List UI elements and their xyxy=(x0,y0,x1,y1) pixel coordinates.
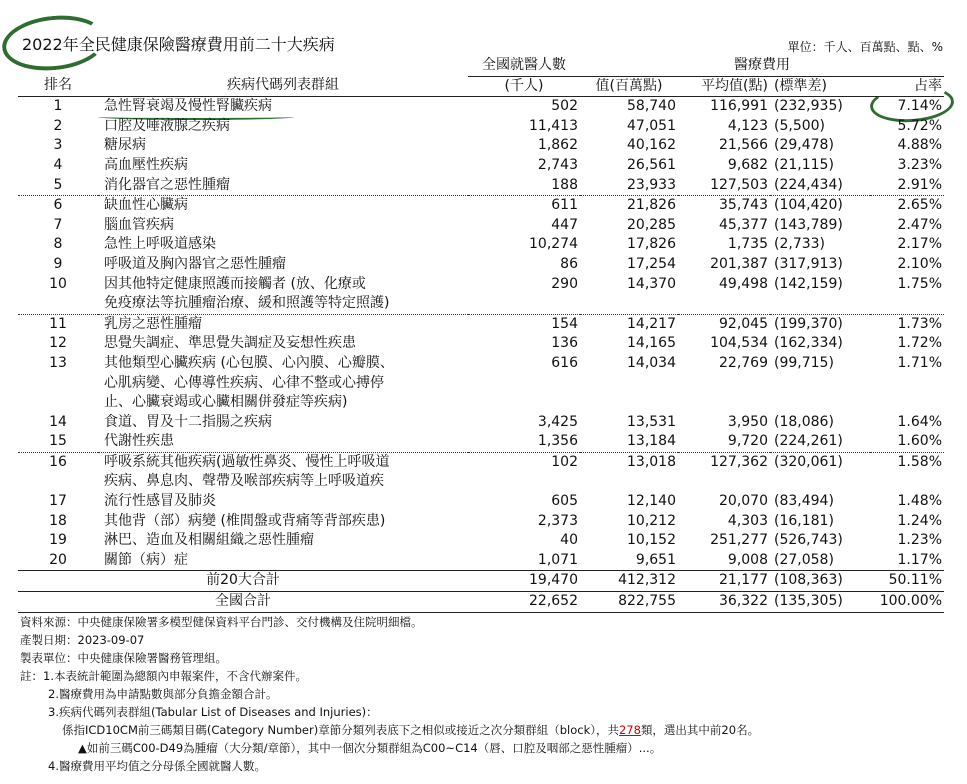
note-3a xyxy=(20,721,759,739)
avg-cell: 127,362 xyxy=(710,453,768,470)
national-total-row-patients: 22,652 xyxy=(468,592,580,613)
sd-cell: (5,500) xyxy=(774,117,826,134)
page-title: 2022年全民健康保險醫療費用前二十大疾病 xyxy=(22,35,335,54)
empty-cell xyxy=(870,472,944,492)
patients-cell: 616 xyxy=(551,354,578,371)
note-3: 3.疾病代碼列表群組(Tabular List of Diseases and Injuries)： xyxy=(48,705,378,719)
disease-cell-continued: 免疫療法等抗腫瘤治療、緩和照護等特定照護) xyxy=(98,294,468,314)
note-date: 產製日期：2023-09-07 xyxy=(20,633,145,647)
avg-cell: 9,682 xyxy=(727,156,768,173)
unit-label: 單位：千人、百萬點、點、% xyxy=(787,40,943,54)
sd-cell: (18,086) xyxy=(774,413,834,430)
sd-cell: (16,181) xyxy=(774,512,834,529)
sd-cell: (83,494) xyxy=(774,493,834,510)
top20-total-row-avg: 21,177 xyxy=(678,571,770,592)
disease-cell: 呼吸系統其他疾病(過敏性鼻炎、慢性上呼吸道 xyxy=(104,453,390,470)
table-row xyxy=(18,176,944,196)
top20-total-row-value: 412,312 xyxy=(580,571,678,592)
value-cell: 10,212 xyxy=(627,512,676,529)
patients-cell: 154 xyxy=(551,315,578,332)
national-total-row-sd: (135,305) xyxy=(770,592,870,613)
disease-cell: 流行性感冒及肺炎 xyxy=(104,493,216,510)
table-row xyxy=(18,531,944,551)
table-row xyxy=(18,551,944,571)
sd-cell: (142,159) xyxy=(774,275,843,292)
note-3b: ▲如前三碼C00-D49為腫瘤（大分類/章節），其中一個次分類群組為C00~C14（唇、口腔及咽部之惡性腫瘤）...。 xyxy=(78,741,662,755)
header-disease: 疾病代碼列表群組 xyxy=(98,76,468,97)
table-row xyxy=(18,196,944,216)
value-cell: 10,152 xyxy=(627,532,676,549)
avg-cell: 116,991 xyxy=(710,98,768,115)
avg-cell: 4,123 xyxy=(727,117,768,134)
note-source: 資料來源：中央健康保險署多模型健保資料平台門診、交付機構及住院明細檔。 xyxy=(20,615,423,629)
table-row xyxy=(18,512,944,532)
disease-cell: 腦血管疾病 xyxy=(104,216,174,233)
empty-cell xyxy=(468,374,580,394)
share-cell: 2.91% xyxy=(870,176,944,196)
value-cell: 14,217 xyxy=(627,315,676,332)
value-cell: 9,651 xyxy=(635,551,676,568)
disease-cell-continued: 疾病、鼻息肉、聲帶及喉部疾病等上呼吸道疾 xyxy=(104,473,384,490)
disease-cell: 急性上呼吸道感染 xyxy=(104,236,216,253)
empty-cell xyxy=(678,472,770,492)
value-cell: 47,051 xyxy=(627,117,676,134)
disease-cell: 急性腎衰竭及慢性腎臟疾病 xyxy=(104,98,272,115)
top20-total-row-share: 50.11% xyxy=(870,571,944,592)
avg-cell: 21,566 xyxy=(719,137,768,154)
avg-cell: 49,498 xyxy=(719,275,768,292)
rank-cell: 16 xyxy=(49,453,67,470)
top20-total-row-sd: (108,363) xyxy=(770,571,870,592)
avg-cell: 9,720 xyxy=(678,432,770,452)
share-cell: 5.72% xyxy=(897,117,942,134)
rank-cell: 13 xyxy=(49,354,67,371)
rank-cell: 1 xyxy=(53,98,63,115)
rank-cell: 2 xyxy=(53,117,63,134)
empty-cell xyxy=(468,393,580,413)
note-3a-post: 類，選出其中前20名。 xyxy=(640,723,760,737)
sd-cell: (320,061) xyxy=(774,453,843,470)
rank-cell: 17 xyxy=(49,493,67,510)
table-row xyxy=(18,136,944,156)
rank-cell: 3 xyxy=(53,137,63,154)
header-cost: 醫療費用 xyxy=(580,56,944,76)
share-cell: 2.10% xyxy=(897,255,942,272)
table-row xyxy=(18,255,944,275)
rank-cell: 14 xyxy=(49,413,67,430)
share-cell: 1.60% xyxy=(870,432,944,452)
sd-cell: (143,789) xyxy=(774,216,843,233)
header-rank: 排名 xyxy=(18,76,98,97)
empty-cell xyxy=(870,393,944,413)
table-row xyxy=(18,294,944,314)
patients-cell: 136 xyxy=(551,335,578,352)
patients-cell: 11,413 xyxy=(529,117,578,134)
share-cell: 1.17% xyxy=(897,551,942,568)
patients-cell: 188 xyxy=(468,176,580,196)
header-spacer xyxy=(18,56,98,76)
national-total-row-value: 822,755 xyxy=(580,592,678,613)
disease-cell: 高血壓性疾病 xyxy=(104,156,188,173)
rank-cell: 20 xyxy=(49,551,67,568)
note-2: 2.醫療費用為申請點數與部分負擔金額合計。 xyxy=(48,687,278,701)
patients-cell: 2,373 xyxy=(537,512,578,529)
patients-cell: 502 xyxy=(551,98,578,115)
header-patients-top: 全國就醫人數 xyxy=(468,56,580,76)
sd-cell: (21,115) xyxy=(774,156,834,173)
value-cell: 23,933 xyxy=(580,176,678,196)
table-row xyxy=(18,216,944,236)
rank-cell: 12 xyxy=(49,335,67,352)
value-cell: 21,826 xyxy=(627,197,676,214)
header-patients-bottom: (千人) xyxy=(468,76,580,97)
value-cell: 26,561 xyxy=(627,156,676,173)
header-spacer xyxy=(98,56,468,76)
rank-cell: 19 xyxy=(49,532,67,549)
patients-cell: 1,862 xyxy=(537,137,578,154)
share-cell: 1.23% xyxy=(897,532,942,549)
avg-cell: 92,045 xyxy=(719,315,768,332)
empty-cell xyxy=(678,374,770,394)
patients-cell: 1,071 xyxy=(537,551,578,568)
value-cell: 13,531 xyxy=(627,413,676,430)
disease-cell-continued: 心肌病變、心傳導性疾病、心律不整或心搏停 xyxy=(104,374,384,391)
avg-cell: 127,503 xyxy=(678,176,770,196)
share-cell: 1.58% xyxy=(897,453,942,470)
table-row xyxy=(18,472,944,492)
empty-cell xyxy=(580,393,678,413)
sd-cell: (526,743) xyxy=(774,532,843,549)
avg-cell: 104,534 xyxy=(710,335,768,352)
avg-cell: 3,950 xyxy=(727,413,768,430)
rank-cell: 4 xyxy=(53,156,63,173)
patients-cell: 290 xyxy=(551,275,578,292)
header-share: 占率 xyxy=(870,76,944,97)
rank-cell: 10 xyxy=(49,275,67,292)
share-cell: 7.14% xyxy=(897,98,942,115)
rank-cell-empty xyxy=(18,472,98,492)
empty-cell xyxy=(678,294,770,314)
disease-cell-continued: 止、心臟衰竭或心臟相關併發症等疾病) xyxy=(104,394,348,411)
table-row xyxy=(18,354,944,374)
value-cell: 20,285 xyxy=(627,216,676,233)
avg-cell: 22,769 xyxy=(719,354,768,371)
disease-cell: 食道、胃及十二指腸之疾病 xyxy=(104,413,272,430)
rank-cell: 7 xyxy=(53,216,63,233)
share-cell: 2.47% xyxy=(897,216,942,233)
disease-cell: 思覺失調症、準思覺失調症及妄想性疾患 xyxy=(104,335,356,352)
table-row xyxy=(18,275,944,295)
share-cell: 1.71% xyxy=(897,354,942,371)
share-cell: 1.75% xyxy=(897,275,942,292)
patients-cell: 611 xyxy=(551,197,578,214)
note-1: 註：1.本表統計範圍為總額內申報案件，不含代辦案件。 xyxy=(20,669,307,683)
sd-cell: (27,058) xyxy=(774,551,834,568)
disease-cell: 糖尿病 xyxy=(104,137,146,154)
header-avg: 平均值(點) xyxy=(678,76,770,97)
sd-cell: (104,420) xyxy=(774,197,843,214)
sd-cell: (162,334) xyxy=(774,335,843,352)
empty-cell xyxy=(770,374,870,394)
sd-cell: (199,370) xyxy=(774,315,843,332)
disease-cell: 關節（病）症 xyxy=(104,551,188,568)
footnotes xyxy=(20,613,759,775)
rank-cell: 11 xyxy=(49,315,67,332)
share-cell: 2.65% xyxy=(897,197,942,214)
avg-cell: 201,387 xyxy=(710,255,768,272)
empty-cell xyxy=(870,294,944,314)
empty-cell xyxy=(580,374,678,394)
sd-cell: (224,261) xyxy=(770,432,870,452)
patients-cell: 605 xyxy=(551,493,578,510)
avg-cell: 4,303 xyxy=(727,512,768,529)
table-row xyxy=(18,334,944,354)
disease-cell: 其他背（部）病變 (椎間盤或背痛等背部疾患) xyxy=(104,512,386,529)
value-cell: 14,165 xyxy=(627,335,676,352)
value-cell: 40,162 xyxy=(627,137,676,154)
patients-cell: 40 xyxy=(560,532,578,549)
empty-cell xyxy=(870,374,944,394)
disease-cost-table xyxy=(18,56,944,613)
header-value: 值(百萬點) xyxy=(580,76,678,97)
rank-cell: 15 xyxy=(18,432,98,452)
sd-cell: (232,935) xyxy=(774,98,843,115)
sd-cell: (29,478) xyxy=(774,137,834,154)
empty-cell xyxy=(580,472,678,492)
sd-cell: (99,715) xyxy=(774,354,834,371)
national-total-row-avg: 36,322 xyxy=(678,592,770,613)
disease-cell: 口腔及唾液腺之疾病 xyxy=(104,117,230,134)
share-cell: 1.24% xyxy=(897,512,942,529)
avg-cell: 9,008 xyxy=(727,551,768,568)
avg-cell: 1,735 xyxy=(727,236,768,253)
value-cell: 17,826 xyxy=(627,236,676,253)
table-row xyxy=(18,413,944,433)
disease-cell: 缺血性心臟病 xyxy=(104,197,188,214)
table-row xyxy=(18,97,944,117)
empty-cell xyxy=(770,294,870,314)
rank-cell: 18 xyxy=(49,512,67,529)
disease-cell: 其他類型心臟疾病 (心包膜、心內膜、心瓣膜、 xyxy=(104,354,394,371)
disease-cell: 因其他特定健康照護而接觸者 (放、化療或 xyxy=(104,275,366,292)
avg-cell: 20,070 xyxy=(719,493,768,510)
national-total-row-share: 100.00% xyxy=(870,592,944,613)
value-cell: 14,034 xyxy=(627,354,676,371)
table-row xyxy=(18,235,944,255)
value-cell: 12,140 xyxy=(627,493,676,510)
note-unit: 製表單位：中央健康保險署醫務管理組。 xyxy=(20,651,227,665)
rank-cell-empty xyxy=(18,393,98,413)
note-3a-pre: 係指ICD10CM前三碼類目碼(Category Number)章節分類列表底下之相似或接近之次分類群組（block），共 xyxy=(62,723,619,737)
empty-cell xyxy=(468,294,580,314)
value-cell: 58,740 xyxy=(627,98,676,115)
empty-cell xyxy=(468,472,580,492)
header-sd: (標準差) xyxy=(770,76,870,97)
share-cell: 1.72% xyxy=(897,335,942,352)
table-row xyxy=(18,452,944,472)
sd-cell: (2,733) xyxy=(774,236,826,253)
rank-cell-empty xyxy=(18,294,98,314)
rank-cell: 5 xyxy=(18,176,98,196)
note-4: 4.醫療費用平均值之分母係全國就醫人數。 xyxy=(48,759,266,773)
patients-cell: 10,274 xyxy=(529,236,578,253)
empty-cell xyxy=(770,472,870,492)
empty-cell xyxy=(770,393,870,413)
disease-cell: 消化器官之惡性腫瘤 xyxy=(98,176,468,196)
disease-cell: 代謝性疾患 xyxy=(98,432,468,452)
rank-cell: 6 xyxy=(53,197,63,214)
disease-cell: 乳房之惡性腫瘤 xyxy=(104,315,202,332)
rank-cell: 8 xyxy=(53,236,63,253)
patients-cell: 2,743 xyxy=(537,156,578,173)
patients-cell: 86 xyxy=(560,255,578,272)
value-cell: 13,184 xyxy=(580,432,678,452)
empty-cell xyxy=(678,393,770,413)
value-cell: 14,370 xyxy=(627,275,676,292)
avg-cell: 251,277 xyxy=(710,532,768,549)
avg-cell: 35,743 xyxy=(719,197,768,214)
national-total-row xyxy=(18,592,944,613)
patients-cell: 447 xyxy=(551,216,578,233)
patients-cell: 3,425 xyxy=(537,413,578,430)
value-cell: 13,018 xyxy=(627,453,676,470)
disease-cell: 呼吸道及胸內器官之惡性腫瘤 xyxy=(104,255,286,272)
share-cell: 4.88% xyxy=(897,137,942,154)
top20-total-row-label: 前20大合計 xyxy=(18,571,468,592)
top20-total-row-patients: 19,470 xyxy=(468,571,580,592)
value-cell: 17,254 xyxy=(627,255,676,272)
national-total-row-label: 全國合計 xyxy=(18,592,468,613)
rank-cell: 9 xyxy=(53,255,63,272)
sd-cell: (224,434) xyxy=(770,176,870,196)
table-row xyxy=(18,117,944,137)
share-cell: 1.48% xyxy=(897,493,942,510)
sd-cell: (317,913) xyxy=(774,255,843,272)
rank-cell-empty xyxy=(18,374,98,394)
patients-cell: 102 xyxy=(551,453,578,470)
share-cell: 1.73% xyxy=(897,315,942,332)
disease-cell: 淋巴、造血及相關組織之惡性腫瘤 xyxy=(104,532,314,549)
table-row xyxy=(18,156,944,176)
share-cell: 1.64% xyxy=(897,413,942,430)
note-3a-count: 278 xyxy=(618,723,641,737)
avg-cell: 45,377 xyxy=(719,216,768,233)
table-row xyxy=(18,393,944,413)
patients-cell: 1,356 xyxy=(468,432,580,452)
table-row xyxy=(18,492,944,512)
share-cell: 2.17% xyxy=(897,236,942,253)
share-cell: 3.23% xyxy=(897,156,942,173)
empty-cell xyxy=(580,294,678,314)
table-row xyxy=(18,314,944,334)
table-row xyxy=(18,432,944,452)
table-row xyxy=(18,374,944,394)
top20-total-row xyxy=(18,571,944,592)
